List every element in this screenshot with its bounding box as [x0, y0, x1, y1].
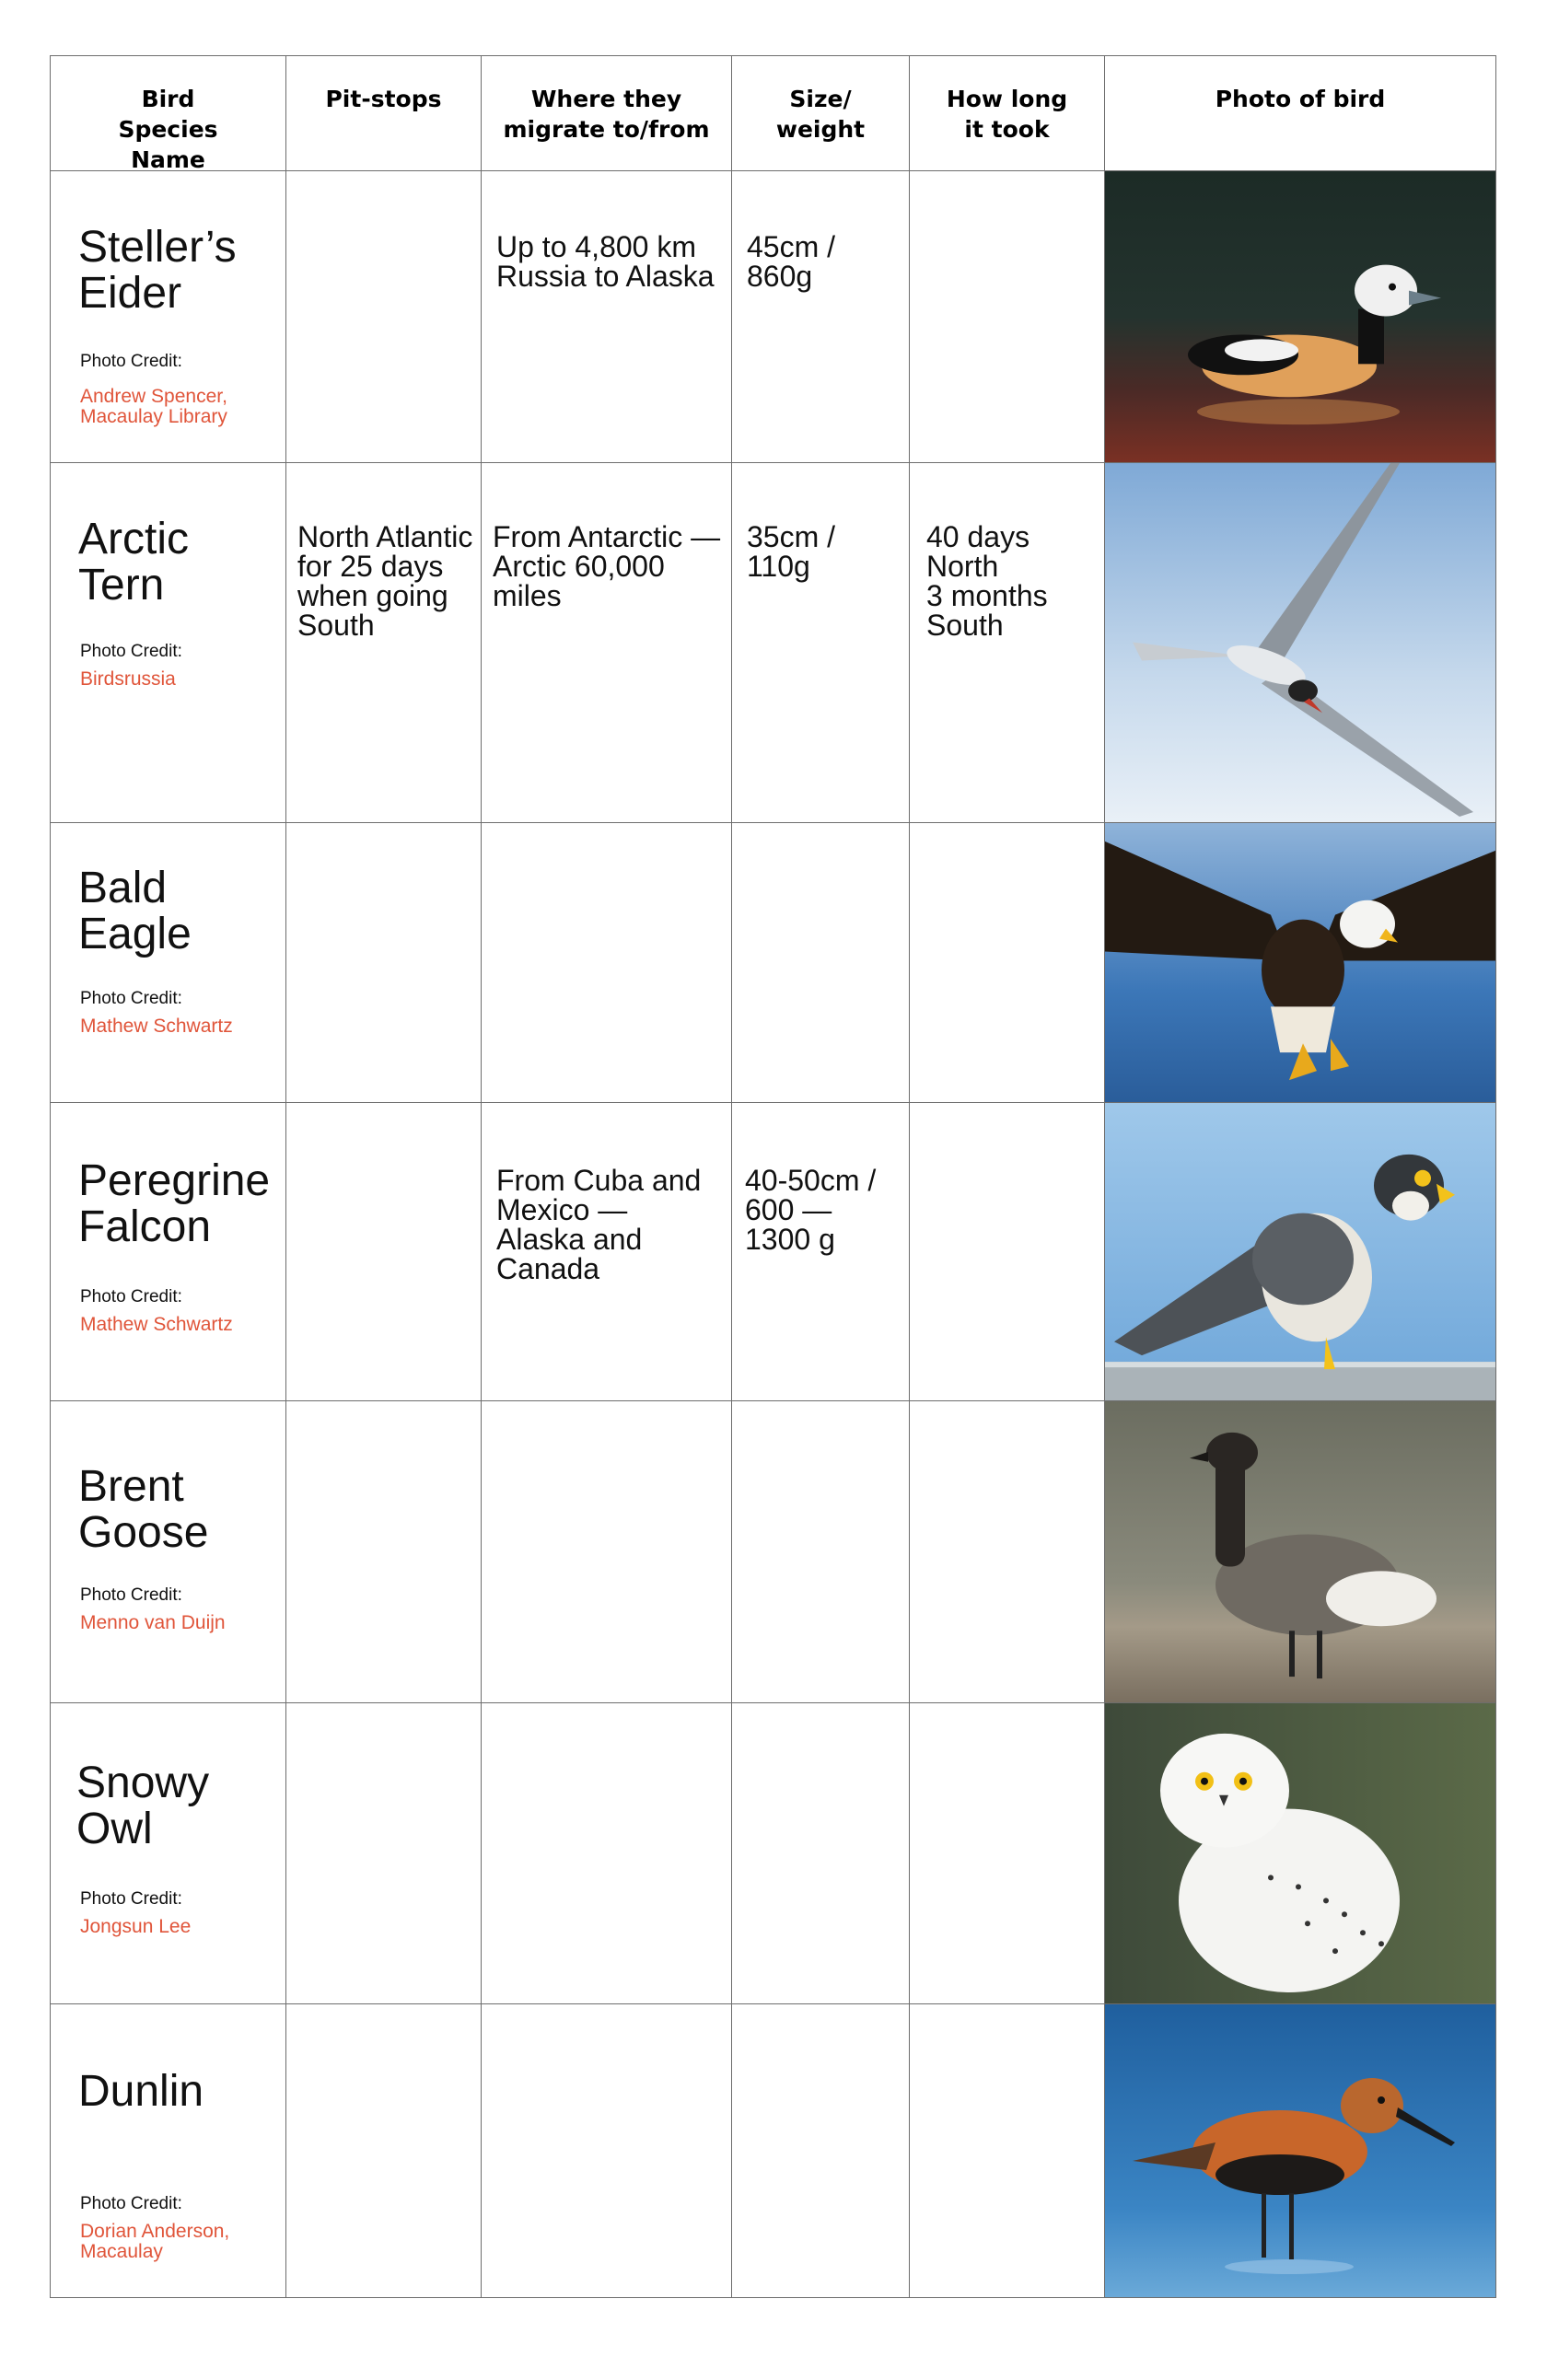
pitstops-cell: [286, 1401, 482, 1702]
photo-credit-label: Photo Credit:: [80, 1287, 182, 1306]
species-cell: [51, 1703, 286, 2003]
table-row: [51, 171, 1495, 463]
species-name: Peregrine Falcon: [78, 1156, 271, 1251]
photo-cell: [1105, 1103, 1495, 1400]
table-row: [51, 2004, 1495, 2297]
size-cell: [732, 1703, 910, 2003]
duration-cell: [910, 823, 1105, 1102]
species-name: Arctic Tern: [78, 515, 189, 610]
photo-cell: [1105, 463, 1495, 822]
duration-text: 40 days North 3 months South: [926, 520, 1048, 642]
size-text: 35cm / 110g: [747, 520, 836, 583]
table-row: [51, 823, 1495, 1103]
species-name: Steller’s Eider: [78, 223, 237, 318]
species-name: Bald Eagle: [78, 864, 192, 958]
size-text: 45cm / 860g: [747, 230, 836, 293]
header-photo-label: Photo of bird: [1215, 86, 1386, 112]
header-pitstops: [286, 56, 482, 170]
photo-cell: [1105, 2004, 1495, 2297]
size-cell: [732, 823, 910, 1102]
pitstops-text: North Atlantic for 25 days when going South: [297, 520, 473, 642]
header-row: [51, 56, 1495, 171]
header-pitstops-label: Pit-stops: [325, 86, 442, 112]
table-row: [51, 1703, 1495, 2004]
photo-credit: Andrew Spencer, Macaulay Library: [80, 386, 227, 427]
pitstops-cell: [286, 1103, 482, 1400]
photo-credit: Mathew Schwartz: [80, 1016, 233, 1037]
pitstops-cell: [286, 171, 482, 462]
migrate-cell: [482, 1401, 732, 1702]
species-cell: [51, 463, 286, 822]
header-size: [732, 56, 910, 170]
size-cell: [732, 1401, 910, 1702]
migrate-cell: [482, 171, 732, 462]
duration-cell: [910, 171, 1105, 462]
size-cell: [732, 463, 910, 822]
size-cell: [732, 2004, 910, 2297]
size-text: 40-50cm / 600 — 1300 g: [745, 1164, 877, 1256]
duration-cell: [910, 1103, 1105, 1400]
photo-credit: Jongsun Lee: [80, 1916, 192, 1937]
header-photo: [1105, 56, 1495, 170]
table-row: [51, 1401, 1495, 1703]
photo-credit-label: Photo Credit:: [80, 352, 182, 371]
migrate-cell: [482, 1103, 732, 1400]
pitstops-cell: [286, 2004, 482, 2297]
species-name: Dunlin: [78, 2067, 204, 2116]
photo-credit: Birdsrussia: [80, 668, 176, 690]
duration-cell: [910, 2004, 1105, 2297]
species-name: Snowy Owl: [76, 1759, 210, 1853]
arctic-tern-photo: [1105, 463, 1495, 822]
migrate-cell: [482, 823, 732, 1102]
migrate-text: From Cuba and Mexico — Alaska and Canada: [496, 1164, 702, 1285]
migrate-text: From Antarctic — Arctic 60,000 miles: [493, 520, 721, 612]
species-cell: [51, 823, 286, 1102]
duration-cell: [910, 463, 1105, 822]
photo-credit-label: Photo Credit:: [80, 642, 182, 661]
photo-credit: Mathew Schwartz: [80, 1314, 233, 1335]
bird-migration-table: [50, 55, 1496, 2298]
brent-goose-photo: [1105, 1401, 1495, 1702]
photo-credit-label: Photo Credit:: [80, 989, 182, 1008]
migrate-cell: [482, 1703, 732, 2003]
size-cell: [732, 171, 910, 462]
migrate-cell: [482, 463, 732, 822]
stellers-eider-photo: [1105, 171, 1495, 462]
photo-cell: [1105, 171, 1495, 462]
duration-cell: [910, 1703, 1105, 2003]
migrate-cell: [482, 2004, 732, 2297]
photo-credit: Menno van Duijn: [80, 1612, 226, 1633]
species-cell: [51, 2004, 286, 2297]
photo-cell: [1105, 1401, 1495, 1702]
photo-credit-label: Photo Credit:: [80, 1585, 182, 1605]
header-duration-label: How long it took: [946, 86, 1068, 143]
peregrine-falcon-photo: [1105, 1103, 1495, 1400]
header-duration: [910, 56, 1105, 170]
header-species: [51, 56, 286, 173]
photo-credit: Dorian Anderson, Macaulay: [80, 2221, 230, 2262]
species-cell: [51, 171, 286, 462]
bald-eagle-photo: [1105, 823, 1495, 1102]
header-species-label: Bird Species Name: [118, 86, 218, 173]
species-name: Brent Goose: [78, 1462, 209, 1557]
migrate-text: Up to 4,800 km Russia to Alaska: [496, 230, 715, 293]
duration-cell: [910, 1401, 1105, 1702]
dunlin-photo: [1105, 2004, 1495, 2297]
photo-cell: [1105, 1703, 1495, 2003]
header-migrate: [482, 56, 732, 170]
table-row: [51, 1103, 1495, 1401]
header-size-label: Size/ weight: [775, 86, 866, 143]
table-row: [51, 463, 1495, 823]
pitstops-cell: [286, 463, 482, 822]
size-cell: [732, 1103, 910, 1400]
pitstops-cell: [286, 823, 482, 1102]
species-cell: [51, 1103, 286, 1400]
photo-credit-label: Photo Credit:: [80, 1889, 182, 1909]
photo-cell: [1105, 823, 1495, 1102]
pitstops-cell: [286, 1703, 482, 2003]
photo-credit-label: Photo Credit:: [80, 2194, 182, 2213]
species-cell: [51, 1401, 286, 1702]
snowy-owl-photo: [1105, 1703, 1495, 2003]
header-migrate-label: Where they migrate to/from: [503, 86, 710, 143]
